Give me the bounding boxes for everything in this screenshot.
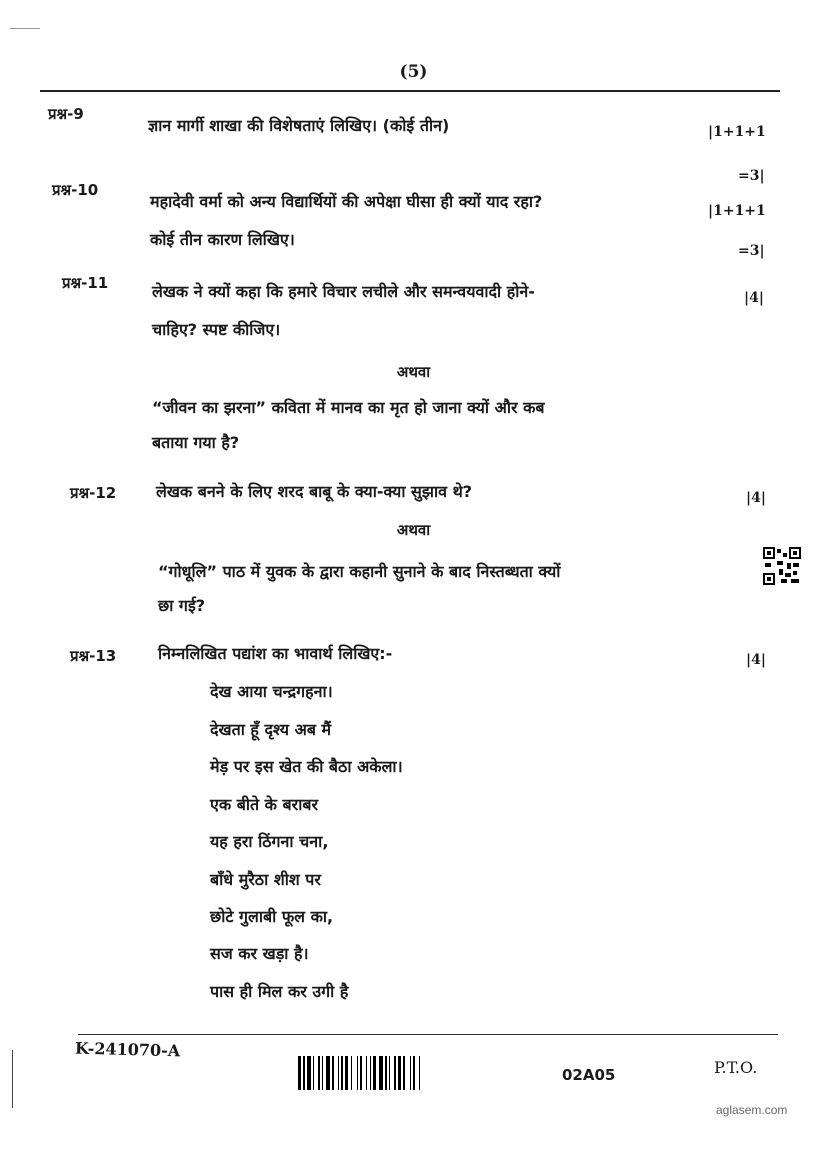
marks: |1+1+1: [708, 124, 766, 140]
question-text: छा गई?: [158, 596, 206, 615]
poem-line: मेड़ पर इस खेत की बैठा अकेला।: [210, 757, 403, 776]
marks: |4|: [744, 290, 764, 306]
question-label: प्रश्न-11: [62, 274, 109, 292]
page-number: (5): [399, 62, 428, 82]
question-text: “जीवन का झरना” कविता में मानव का मृत हो जाना क्यों और कब: [152, 398, 545, 417]
poem-line: यह हरा ठिंगना चना,: [210, 832, 329, 851]
header-rule: [40, 90, 780, 92]
poem-line: एक बीते के बराबर: [210, 795, 319, 814]
question-text: “गोधूलि” पाठ में युवक के द्वारा कहानी सुनाने के बाद निस्तब्धता क्यों: [158, 562, 561, 581]
scan-edge: [12, 1050, 13, 1108]
watermark: aglasem.com: [716, 1103, 788, 1117]
or-label: अथवा: [396, 363, 431, 381]
paper-code: K-241070-A: [74, 1038, 181, 1061]
poem-line: देखता हूँ दृश्य अब मैं: [210, 720, 332, 739]
marks: |4|: [746, 652, 766, 668]
marks: |4|: [746, 490, 766, 506]
marks: =3|: [738, 168, 765, 184]
question-label: प्रश्न-12: [70, 484, 117, 502]
question-text: महादेवी वर्मा को अन्य विद्यार्थियों की अपेक्षा घीसा ही क्यों याद रहा?: [150, 192, 543, 211]
poem-line: बाँधे मुरैठा शीश पर: [210, 870, 321, 889]
poem-line: छोटे गुलाबी फूल का,: [210, 907, 334, 926]
scan-mark: [10, 28, 40, 29]
question-label: प्रश्न-9: [48, 105, 84, 123]
poem-line: देख आया चन्द्रगहना।: [210, 682, 333, 701]
question-text: लेखक बनने के लिए शरद बाबू के क्या-क्या सुझाव थे?: [156, 482, 473, 501]
question-text: चाहिए? स्पष्ट कीजिए।: [152, 320, 281, 339]
barcode-icon: [298, 1056, 528, 1090]
question-text: लेखक ने क्यों कहा कि हमारे विचार लचीले और समन्वयवादी होने-: [152, 282, 535, 301]
question-text: बताया गया है?: [152, 433, 240, 452]
question-label: प्रश्न-13: [70, 647, 117, 665]
question-text: कोई तीन कारण लिखिए।: [150, 230, 295, 249]
poem-line: पास ही मिल कर उगी है: [210, 982, 349, 1001]
paper-id: 02A05: [562, 1066, 616, 1084]
or-label: अथवा: [396, 521, 431, 539]
question-text: ज्ञान मार्गी शाखा की विशेषताएं लिखिए। (कोई तीन): [148, 116, 450, 135]
qr-code-icon: [763, 547, 801, 585]
poem-line: सज कर खड़ा है।: [210, 944, 309, 963]
pto-label: P.T.O.: [714, 1058, 758, 1077]
question-text: निम्नलिखित पद्यांश का भावार्थ लिखिए:-: [158, 644, 393, 663]
question-label: प्रश्न-10: [52, 181, 99, 199]
footer-rule: [78, 1034, 778, 1035]
marks: |1+1+1: [708, 203, 766, 219]
marks: =3|: [738, 243, 765, 259]
